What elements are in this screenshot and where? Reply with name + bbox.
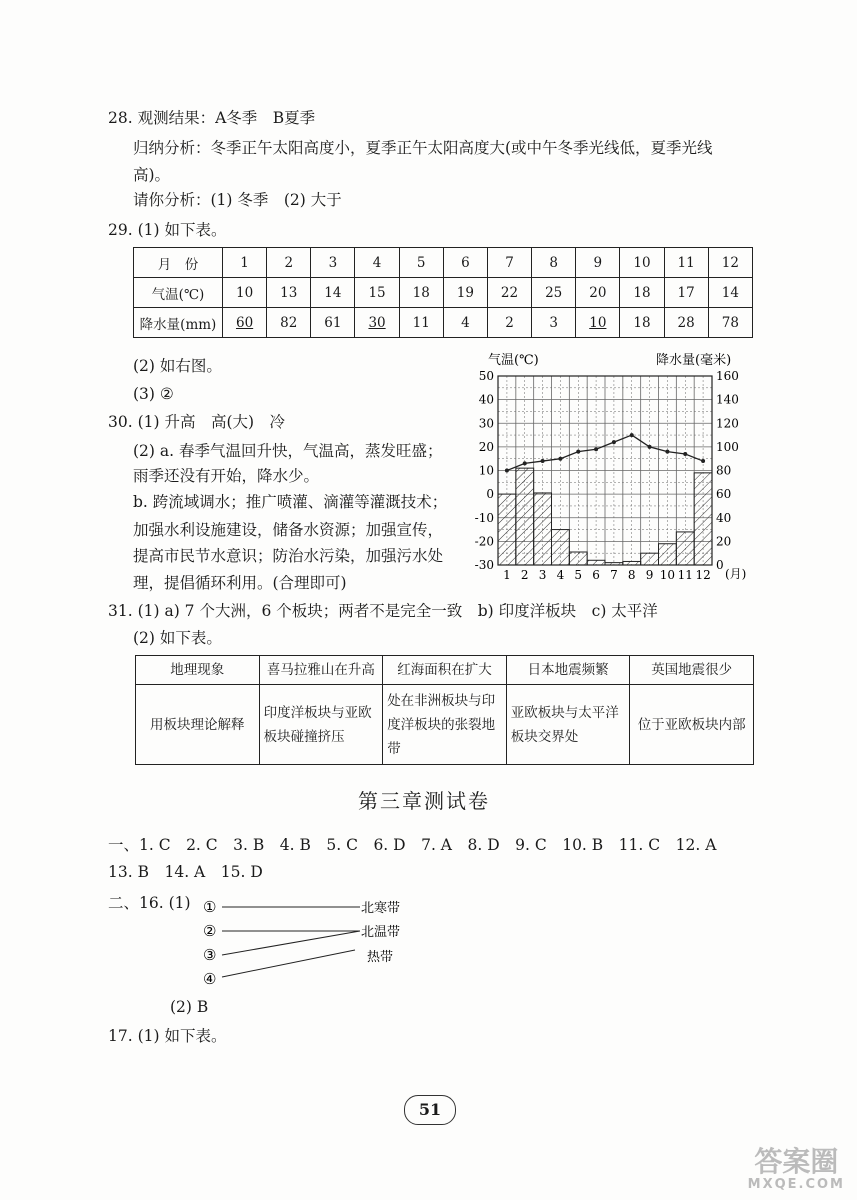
temperature-point [576,450,580,454]
x-tick-label: 5 [574,568,583,582]
pt-cell-4: 位于亚欧板块内部 [630,685,754,765]
y-tick-label: 40 [478,392,494,407]
x-tick-label: 8 [627,568,636,582]
ch3-answers-line2: 13. B 14. A 15. D [108,863,263,881]
precip-bar [623,561,641,565]
temperature-point [648,445,652,449]
y2-tick-label: 100 [716,439,739,454]
q30-line1: 30. (1) 升高 高(大) 冷 [108,413,286,431]
watermark-logo [748,1147,845,1192]
temp-cell: 25 [532,278,576,308]
q17-line: 17. (1) 如下表。 [108,1027,227,1045]
pt-header-1: 喜马拉雅山在升高 [259,656,383,685]
y2-tick-label: 0 [716,558,724,572]
x-tick-label: 2 [520,568,529,582]
x-tick-label: 7 [610,568,618,582]
precip-cell: 30 [355,308,399,338]
match-line-3 [222,931,360,955]
pt-header-3: 日本地震频繁 [506,656,630,685]
plate-tectonics-table [135,655,754,765]
y-tick-label: 10 [478,463,494,478]
pt-header-2: 红海面积在扩大 [383,656,507,685]
temperature-precip-table [133,247,753,338]
q16-part2: (2) B [170,998,209,1016]
temp-cell: 19 [443,278,487,308]
precip-cell: 78 [708,308,752,338]
zone-tropical: 热带 [367,950,394,965]
x-tick-label: 9 [645,568,654,582]
y2-tick-label: 120 [716,416,739,431]
temperature-point [665,450,669,454]
x-tick-label: 6 [592,568,600,582]
temperature-point [701,459,705,463]
y-tick-label: 0 [486,487,494,502]
temp-cell: 15 [355,278,399,308]
precip-bar [498,494,516,565]
q30-line3: 雨季还没有开始，降水少。 [133,467,320,485]
temp-cell: 17 [664,278,708,308]
x-tick-label: 10 [659,568,676,582]
month-header: 月 份 [134,248,223,278]
y2-tick-label: 20 [716,534,732,549]
temperature-point [541,459,545,463]
temp-cell: 13 [267,278,311,308]
temp-cell: 14 [708,278,752,308]
climate-zone-matching [195,895,425,995]
precip-bar [516,468,534,565]
temp-cell: 18 [399,278,443,308]
pt-header-4: 英国地震很少 [630,656,754,685]
precip-header: 降水量(mm) [134,308,223,338]
month-cell: 10 [620,248,664,278]
temp-cell: 10 [223,278,267,308]
q31-line1: 31. (1) a) 7 个大洲，6 个板块；两者不是完全一致 b) 印度洋板块 c) 太平洋 [108,602,658,620]
x-axis-unit: (月) [725,567,747,581]
month-cell: 8 [532,248,576,278]
q28-line3: 高)。 [133,166,171,184]
q30-line4: b. 跨流域调水；推广喷灌、滴灌等灌溉技术； [133,493,448,511]
zone-north-frigid: 北寒带 [361,901,401,916]
q28-line4: 请你分析：(1) 冬季 (2) 大于 [133,191,342,209]
precip-bar [552,530,570,565]
pt-row-label: 用板块理论解释 [136,685,260,765]
temp-cell: 22 [487,278,531,308]
y-tick-label: -10 [474,510,494,525]
y2-tick-label: 60 [716,487,732,502]
temperature-point [594,447,598,451]
month-cell: 6 [443,248,487,278]
precip-bar [587,560,605,565]
precip-cell: 60 [223,308,267,338]
y-tick-label: 20 [478,439,494,454]
q31-line2: (2) 如下表。 [133,629,222,647]
precip-cell: 4 [443,308,487,338]
y-tick-label: -20 [474,534,494,549]
y2-axis-label: 降水量(毫米) [656,353,732,368]
x-tick-label: 12 [695,568,711,582]
y-tick-label: 50 [478,369,494,383]
temperature-point [523,461,527,465]
temperature-point [612,440,616,444]
precip-cell: 11 [399,308,443,338]
marker-2: ② [203,922,217,940]
climate-chart [470,348,770,588]
q16-label: 二、16. (1) [108,894,191,912]
precip-bar [659,544,677,565]
precip-bar [641,553,659,565]
x-tick-label: 11 [677,568,693,582]
precip-cell: 3 [532,308,576,338]
x-tick-label: 3 [538,568,547,582]
zone-north-temperate: 北温带 [361,925,401,940]
temp-cell: 18 [620,278,664,308]
pt-header-0: 地理现象 [136,656,260,685]
q28-line2: 归纳分析：冬季正午太阳高度小，夏季正午太阳高度大(或中午冬季光线低，夏季光线 [133,139,713,157]
q30-line2: (2) a. 春季气温回升快，气温高，蒸发旺盛； [133,442,443,460]
precip-bar [676,532,694,565]
y-tick-label: -30 [474,558,494,572]
pt-cell-2: 处在非洲板块与印度洋板块的张裂地带 [383,685,507,765]
precip-cell: 28 [664,308,708,338]
precip-bar [605,563,623,565]
month-cell: 9 [576,248,620,278]
temp-cell: 14 [311,278,355,308]
pt-cell-3: 亚欧板块与太平洋板块交界处 [506,685,630,765]
month-cell: 4 [355,248,399,278]
temperature-point [683,452,687,456]
temperature-point [505,469,509,473]
month-cell: 12 [708,248,752,278]
q29-line3: (3) ② [133,385,174,403]
q28-line1: 28. 观测结果：A冬季 B夏季 [108,109,316,127]
precip-cell: 61 [311,308,355,338]
y2-tick-label: 40 [716,510,732,525]
x-tick-label: 4 [556,568,565,582]
precip-bar [569,552,587,565]
marker-4: ④ [203,970,217,988]
watermark-url: MXQE.COM [747,1177,845,1192]
month-cell: 5 [399,248,443,278]
precip-cell: 10 [576,308,620,338]
precip-bar [534,493,552,565]
ch3-answers-line1: 一、1. C 2. C 3. B 4. B 5. C 6. D 7. A 8. D 9. C 10. B 11. C 12. A [108,836,717,854]
q30-line7: 理，提倡循环利用。(合理即可) [133,574,347,592]
precip-cell: 18 [620,308,664,338]
q30-line6: 提高市民节水意识；防治水污染，加强污水处 [133,547,444,565]
y2-tick-label: 140 [716,392,739,407]
pt-cell-1: 印度洋板块与亚欧板块碰撞挤压 [259,685,383,765]
temperature-point [558,457,562,461]
temperature-point [630,433,634,437]
q29-line1: 29. (1) 如下表。 [108,221,227,239]
month-cell: 1 [223,248,267,278]
temp-header: 气温(℃) [134,278,223,308]
q29-line2: (2) 如右图。 [133,357,222,375]
month-cell: 7 [487,248,531,278]
match-line-4 [222,950,355,977]
y-tick-label: 30 [478,416,494,431]
y2-tick-label: 80 [716,463,732,478]
precip-bar [694,473,712,565]
watermark-text: 答案圈 [754,1145,839,1178]
precip-cell: 82 [267,308,311,338]
precip-cell: 2 [487,308,531,338]
page-number: 51 [404,1095,456,1125]
y2-tick-label: 160 [716,369,739,383]
q30-line5: 加强水利设施建设，储备水资源；加强宣传， [133,521,444,539]
x-tick-label: 1 [503,568,511,582]
y-axis-label: 气温(℃) [488,353,539,368]
marker-1: ① [203,898,217,916]
chapter-title: 第三章测试卷 [358,789,490,813]
month-cell: 2 [267,248,311,278]
month-cell: 11 [664,248,708,278]
marker-3: ③ [203,946,217,964]
temp-cell: 20 [576,278,620,308]
month-cell: 3 [311,248,355,278]
